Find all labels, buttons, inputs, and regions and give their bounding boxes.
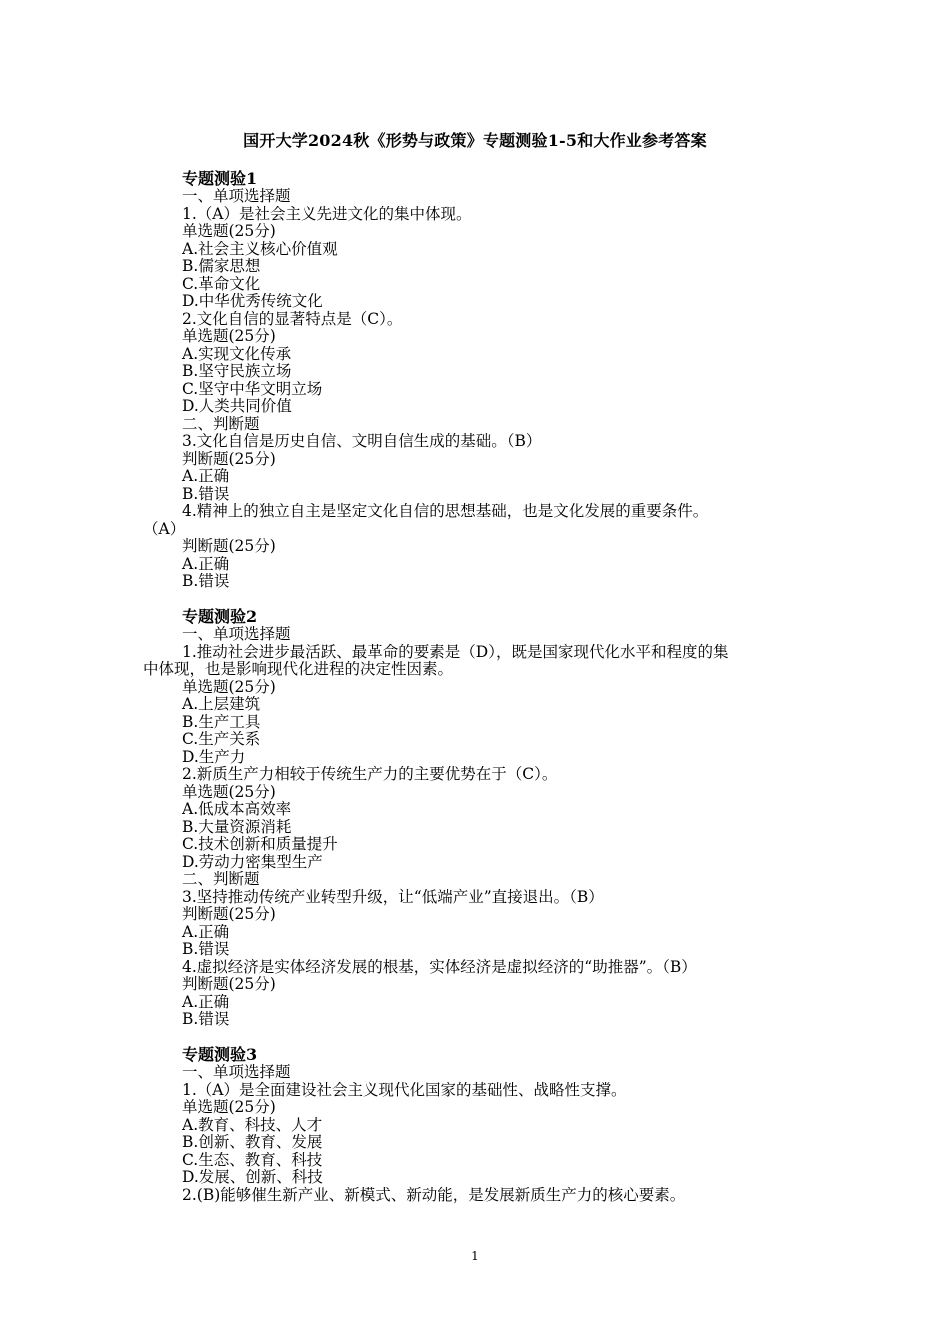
text-line: 单选题(25分) bbox=[182, 677, 276, 696]
document-title: 国开大学2024秋《形势与政策》专题测验1-5和大作业参考答案 bbox=[243, 131, 707, 150]
text-line: 判断题(25分) bbox=[182, 449, 276, 468]
page-number: 1 bbox=[471, 1249, 479, 1263]
text-line: 一、单项选择题 bbox=[182, 1063, 291, 1081]
text-line: A.低成本高效率 bbox=[182, 800, 292, 818]
text-line: 单选题(25分) bbox=[182, 222, 276, 240]
text-line: A.实现文化传承 bbox=[182, 344, 292, 363]
text-line: A.正确 bbox=[182, 992, 230, 1011]
text-line: 一、单项选择题 bbox=[182, 625, 291, 643]
text-line: D.生产力 bbox=[182, 747, 246, 766]
text-line: B.错误 bbox=[182, 1010, 230, 1028]
section-heading: 专题测验3 bbox=[182, 1045, 258, 1064]
text-line: 3.文化自信是历史自信、文明自信生成的基础。（B） bbox=[182, 432, 542, 450]
text-line: C.生产关系 bbox=[182, 730, 261, 748]
text-line: B.创新、教育、发展 bbox=[182, 1133, 323, 1151]
section-heading: 专题测验1 bbox=[182, 169, 258, 188]
text-line: 中体现，也是影响现代化进程的决定性因素。 bbox=[143, 660, 454, 678]
text-line: C.生态、教育、科技 bbox=[182, 1150, 323, 1169]
text-line: C.革命文化 bbox=[182, 274, 261, 293]
text-line: A.正确 bbox=[182, 922, 230, 941]
text-line: 1.推动社会进步最活跃、最革命的要素是（D），既是国家现代化水平和程度的集 bbox=[182, 642, 729, 661]
text-line: A.社会主义核心价值观 bbox=[182, 239, 338, 258]
text-line: B.大量资源消耗 bbox=[182, 817, 292, 836]
text-line: C.技术创新和质量提升 bbox=[182, 835, 338, 853]
text-line: C.坚守中华文明立场 bbox=[182, 379, 323, 398]
text-line: 单选题(25分) bbox=[182, 327, 276, 345]
text-line: 一、单项选择题 bbox=[182, 187, 291, 205]
text-line: 判断题(25分) bbox=[182, 905, 276, 923]
text-line: 4.虚拟经济是实体经济发展的根基，实体经济是虚拟经济的“助推器”。（B） bbox=[182, 957, 697, 976]
text-line: B.错误 bbox=[182, 940, 230, 958]
text-line: A.正确 bbox=[182, 554, 230, 573]
text-line: D.人类共同价值 bbox=[182, 397, 292, 415]
text-line: B.坚守民族立场 bbox=[182, 362, 292, 380]
text-line: A.教育、科技、人才 bbox=[182, 1115, 323, 1134]
text-line: B.错误 bbox=[182, 572, 230, 590]
text-line: 判断题(25分) bbox=[182, 537, 276, 555]
section-heading: 专题测验2 bbox=[182, 607, 258, 626]
text-line: 单选题(25分) bbox=[182, 1098, 276, 1116]
text-line: A.正确 bbox=[182, 467, 230, 485]
text-line: 判断题(25分) bbox=[182, 975, 276, 993]
text-line: B.生产工具 bbox=[182, 712, 261, 731]
text-line: A.上层建筑 bbox=[182, 695, 261, 713]
text-line: 2.文化自信的显著特点是（C）。 bbox=[182, 309, 403, 328]
text-line: B.错误 bbox=[182, 484, 230, 503]
text-line: D.中华优秀传统文化 bbox=[182, 292, 323, 310]
text-line: D.发展、创新、科技 bbox=[182, 1168, 323, 1186]
text-line: 1.（A）是全面建设社会主义现代化国家的基础性、战略性支撑。 bbox=[182, 1080, 627, 1099]
text-line: B.儒家思想 bbox=[182, 257, 261, 275]
text-line: 3.坚持推动传统产业转型升级，让“低端产业”直接退出。（B） bbox=[182, 887, 604, 906]
text-line: 2.新质生产力相较于传统生产力的主要优势在于（C）。 bbox=[182, 765, 558, 783]
text-line: 2.(B)能够催生新产业、新模式、新动能，是发展新质生产力的核心要素。 bbox=[182, 1185, 686, 1204]
text-line: 1.（A）是社会主义先进文化的集中体现。 bbox=[182, 204, 472, 223]
text-line: （A） bbox=[143, 519, 186, 538]
text-line: 4.精神上的独立自主是坚定文化自信的思想基础，也是文化发展的重要条件。 bbox=[182, 502, 709, 520]
text-line: 二、判断题 bbox=[182, 414, 260, 433]
text-line: 二、判断题 bbox=[182, 870, 260, 888]
text-line: D.劳动力密集型生产 bbox=[182, 852, 323, 871]
text-line: 单选题(25分) bbox=[182, 782, 276, 801]
